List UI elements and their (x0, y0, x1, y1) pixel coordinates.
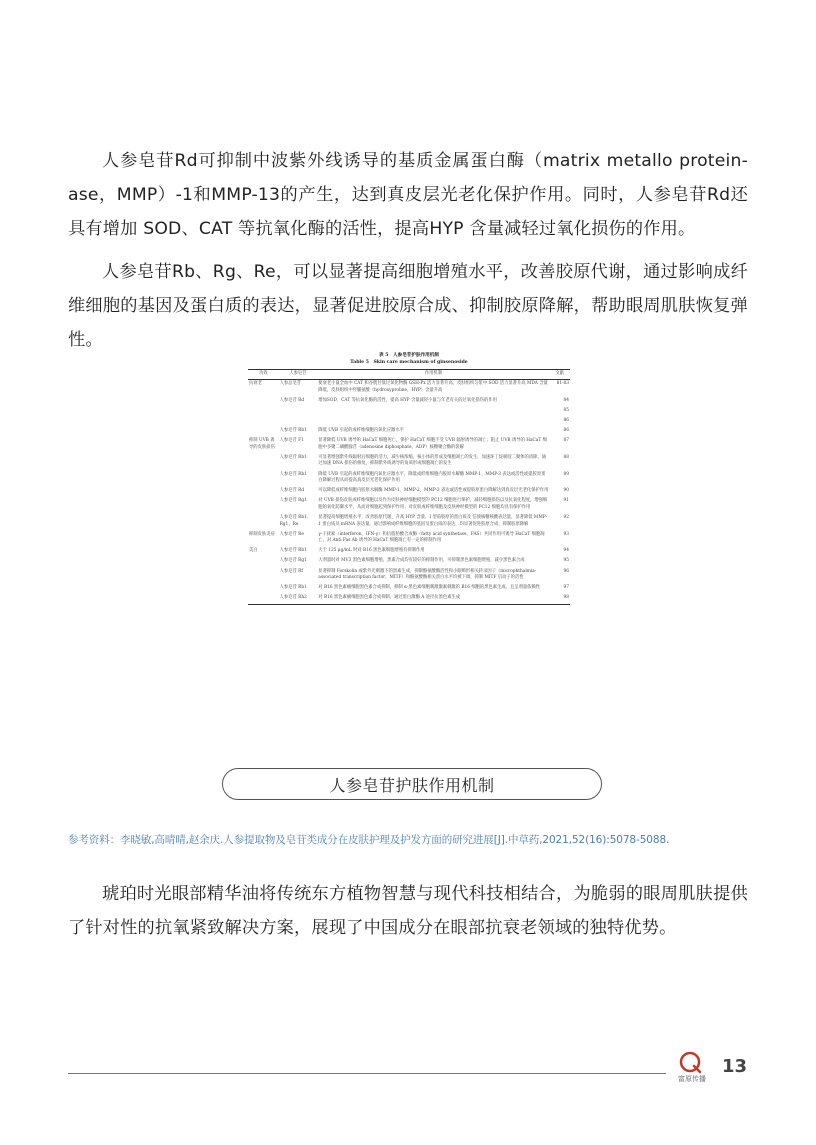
table-header-cell: 作用机制 (317, 370, 549, 380)
table-cell (248, 557, 279, 567)
table-cell: 人参皂苷 Re (279, 531, 304, 537)
paragraph-rb-rg-re: 人参皂苷Rb、Rg、Re，可以显著提高细胞增殖水平，改善胶原代谢，通过影响成纤维细胞的基因及蛋白质的表达，显著促进胶原合成、抑制胶原降解，帮助眼周肌肤恢复弹性。 (68, 262, 748, 350)
table-cell: 人参皂苷 Rg1 (279, 498, 307, 504)
table-cell: 86 (563, 417, 569, 423)
table-row (248, 427, 570, 437)
reference-note: 参考资料：李晓敏,高晴晴,赵余庆.人参提取物及皂苷类成分在皮肤护理及护发方面的研究进展[J].中草药,2021,52(16):5078-5088. (68, 834, 670, 846)
table-cell: 97 (563, 585, 569, 591)
table-cell (248, 584, 279, 594)
table-header-row (248, 370, 570, 380)
table-cell (279, 416, 318, 426)
table-cell (248, 406, 279, 416)
table-cell: 对 B16 黑色素瘤细胞黑色素合成抑制，抑制 α-黑色素细胞刺激激素刺激的 B16 细胞的黑色素生成，且呈剂量依赖性 (318, 585, 541, 591)
footer-divider (68, 1073, 666, 1074)
table-row (248, 406, 570, 416)
table-row (248, 594, 570, 605)
table-cell: 人参皂苷 Rb1 (279, 585, 307, 591)
paragraph-rd: 人参皂苷Rd可抑制中波紫外线诱导的基质金属蛋白酶（matrix metallo protein-ase，MMP）-1和MMP-13的产生，达到真皮层光老化保护作用。同时，人参皂苷Rd还具有增加 SOD、CAT 等抗氧化酶的活性，提高HYP 含量减轻过氧化损伤的作用。 (68, 151, 748, 239)
table-cell: 85 (563, 407, 569, 413)
table-cell (248, 497, 279, 514)
table-row (248, 497, 570, 514)
table-row (248, 514, 570, 531)
table-header-cell: 文献 (550, 370, 570, 380)
figure-caption: 人参皂苷护肤作用机制 (222, 768, 602, 800)
table-cell: 降低 UVB 引起的成纤维细胞内氧化应激水平 (318, 428, 404, 434)
table-row (248, 379, 570, 396)
mechanism-table (248, 369, 570, 605)
table-cell: 人参总皂苷 (279, 381, 302, 387)
table-cell: 抗衰老 (249, 381, 262, 387)
table-cell (248, 427, 279, 437)
paragraph-product: 琥珀时光眼部精华油将传统东方植物智慧与现代科技相结合，为脆弱的眼周肌肤提供了针对性的抗氧紧致解决方案，展现了中国成分在眼部抗衰老领域的独特优势。 (68, 884, 748, 938)
table-cell: 人参皂苷 Rb1 (279, 471, 307, 477)
table-cell: 95 (563, 558, 569, 564)
table-cell: 使衰老小鼠全血中 CAT 和谷胱甘肽过氧化物酶 GSH-Px 活力显著升高，皮肤组织匀浆中 SOD 活力显著升高 MDA 含量降低，皮肤组织中羟脯氨酸（hydroxyproline，HYP）含量升高 (318, 381, 548, 393)
table-cell: 93 (563, 531, 569, 537)
table-cell: 可显著增强紫外线辐射后细胞的活力，减少核浓缩、核小体的形成及细胞凋亡的发生，加速环丁烷嘧啶二聚体的清除，通过加速 DNA 损伤的修复，抑制紫外线诱导的角质形成细胞凋亡的发生 (318, 454, 547, 467)
page-number: 13 (722, 1056, 748, 1077)
table-row (248, 547, 570, 557)
table-cell: 98 (550, 594, 570, 605)
table-cell: 人参皂苷 Rh2 (279, 594, 318, 605)
table-cell: 对 UVB 损伤皮肤成纤维细胞以及作为皮肤神经细胞模型的 PC12 细胞进行保护，减轻细胞损伤以及抗氧化程度，增强细胞的氧化防御水平，从而对细胞起到保护作用；对皮肤成纤维细胞及皮肤神经模型的 PC12 细胞均具有保护作用 (318, 498, 548, 510)
table-header-cell: 人参皂苷 (279, 370, 318, 380)
table-cell: γ-干扰素（interferon，IFN-γ）和抗脂肪酸合成酶（fatty acid synthetase，FAS）共同作用可诱导 HaCaT 细胞凋亡，对 Anti Fas Ab 诱导的 HaCaT 细胞凋亡有一定的抑制作用 (318, 531, 545, 544)
publisher-logo-text: 富原传播 (678, 1075, 706, 1083)
table-cell: 人参皂苷 Rb1 (279, 428, 307, 434)
table-header-cell: 功效 (248, 370, 279, 380)
table-cell: 显著抑制 Forskolin 或紫外光刺激下的黑素生成，抑制酪氨酸酶活性和小眼畸形相关转录因子（microphthalmia-associated transcription factor，MITF）和酪氨酸酶相关蛋白水平均被下调，抑制 MITF 启动子的活性 (318, 568, 537, 581)
table-cell: 对 B16 黑色素瘤细胞黑色素合成抑制，通过蛋白激酶 A 途径抗黑色素生成 (317, 594, 549, 605)
table-row (248, 453, 570, 470)
table-cell (248, 567, 279, 584)
table-row (248, 557, 570, 567)
table-cell: 96 (563, 568, 569, 574)
table-body (248, 379, 570, 604)
table-cell: 大剂量时对 MV3 黑色素细胞增殖、黑素合成均有较好的抑制作用，可抑制黑色素细胞增殖，减少黑色素合成 (318, 558, 525, 564)
table-cell (248, 416, 279, 426)
table-cell: 人参皂苷 Rb1、Rg1、Re (279, 515, 312, 527)
table-cell: 人参皂苷 F1 (279, 438, 304, 444)
table-cell: 人参皂苷 Rg1 (279, 558, 307, 564)
table-cell (248, 514, 279, 531)
table-cell: 88 (563, 454, 569, 460)
table-cell (248, 487, 279, 497)
table-cell (248, 594, 279, 605)
table-row (248, 470, 570, 487)
table-cell (248, 453, 279, 470)
table-cell: 抑制 UVB 诱导的皮肤损伤 (249, 438, 275, 450)
table-cell: 人参皂苷 Rb1 (279, 454, 307, 460)
table-row (248, 567, 570, 584)
table-cell: 92 (563, 515, 569, 520)
table-row (248, 530, 570, 547)
mechanism-table-figure (248, 352, 570, 605)
table-cell: 90 (563, 488, 569, 494)
table-cell: 可以降低成纤维细胞内胶原水解酶 MMP-1、MMP-2、MMP-3 表达或活性或提胶原蛋白降解达到真皮层光老化保护作用 (318, 488, 549, 494)
table-cell (248, 470, 279, 487)
table-cell: 人参皂苷 Rd (279, 488, 305, 494)
table-cell: 增加SOD、CAT 等抗氧化酶的活性，提高 HYP 含量减轻小鼠与年老有关的过氧化损伤的作用 (318, 397, 497, 403)
table-cell: 大于 125 μg/mL 时对 B16 黑色素细胞增殖有抑制作用 (318, 548, 425, 554)
table-cell: 美白 (249, 548, 258, 554)
table-cell: 人参皂苷 Rd (279, 397, 305, 403)
table-cell: 显著降低 UVB 诱导的 HaCaT 细胞死亡，保护 HaCaT 细胞不受 UVB 辐射诱导的凋亡；阻止 UVB 诱导的 HaCaT 细胞中多聚二磷酸腺苷（adenosine diphosphate，ADP）核糖聚合酶的裂解 (318, 438, 547, 450)
table-row (248, 396, 570, 406)
table-cell: 人参皂苷 Rb1 (279, 548, 307, 554)
table-cell: 94 (563, 548, 569, 554)
table-cell: 86 (563, 428, 569, 434)
table-cell (317, 406, 549, 416)
table-cell: 抑制皮肤炎症 (249, 531, 275, 537)
table-row (248, 416, 570, 426)
table-cell: 降低 UVB 引起的成纤维细胞内氧化应激水平，降低成纤维细胞内胶原水解酶 MMP-1、MMP-3 表达或活性或提胶原蛋白降解过程从而提高真皮层光老化保护作用 (318, 471, 546, 484)
table-cell (248, 396, 279, 406)
table-cell: 91 (563, 498, 569, 504)
table-cell: 81-83 (556, 381, 569, 387)
table-cell (279, 406, 318, 416)
table-cell: 显著提高细胞增殖水平，改善胶原代谢，升高 HYP 含量，I 型前胶原的蛋白质及 信使核糖核酸表达量，显著降低 MMP-1 蛋白质及 mRNA 表达量，通过影响成纤维细胞的基因及蛋白质的表达，均显著促进胶原合成、抑制胶原降解 (318, 515, 547, 527)
table-cell (317, 416, 549, 426)
table-row (248, 437, 570, 454)
table-cell: 84 (563, 397, 569, 403)
table-cell: 87 (563, 438, 569, 444)
table-title-en: Table 5 Skin care mechanism of ginsenoside (350, 360, 468, 365)
table-title-cn: 表 5 人参皂苷护肤作用机制 (379, 353, 439, 358)
table-row (248, 584, 570, 594)
publisher-logo (672, 1050, 712, 1084)
table-row (248, 487, 570, 497)
table-cell: 人参皂苷 Rf (279, 568, 303, 574)
table-cell: 89 (563, 471, 569, 477)
